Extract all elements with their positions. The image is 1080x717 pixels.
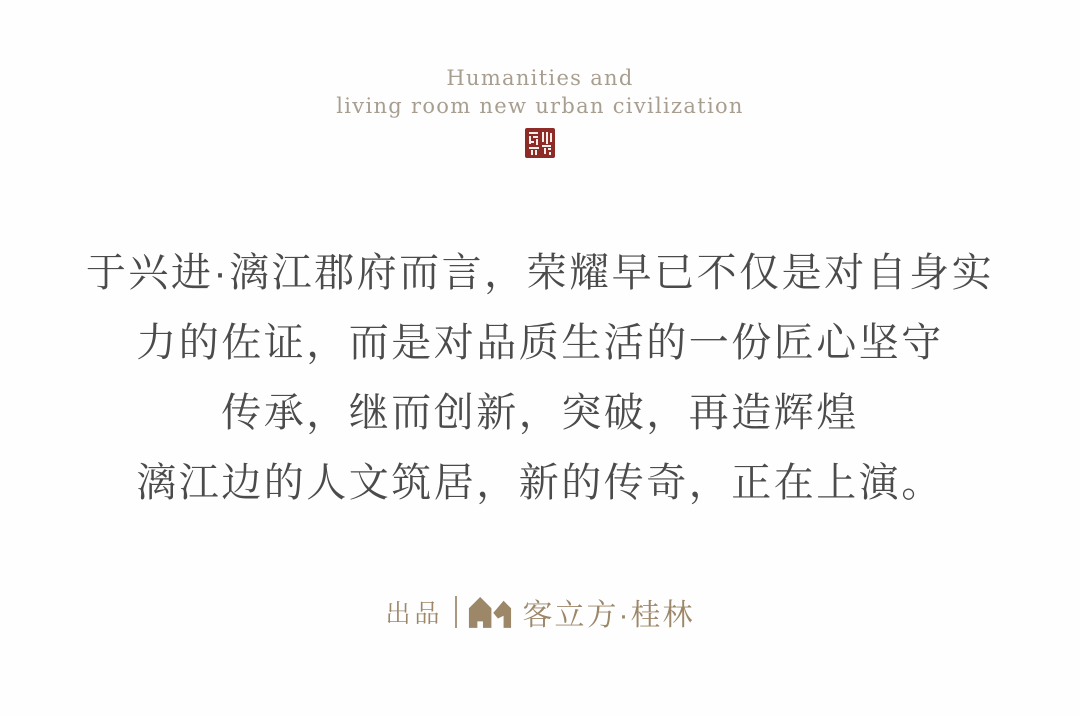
brand-name: 客立方·桂林 (522, 599, 695, 632)
producer-label: 出品 (385, 600, 444, 628)
main-copy (86, 238, 994, 518)
main-copy-line4: 漓江边的人文筑居，新的传奇，正在上演。 (136, 461, 944, 505)
footer-divider (455, 596, 457, 628)
english-headline (336, 0, 744, 120)
main-copy-line3: 传承，继而创新，突破，再造辉煌 (221, 391, 859, 435)
footer-brand-row (385, 590, 694, 634)
red-seal-stamp-icon (525, 128, 555, 158)
main-copy-line2: 力的佐证，而是对品质生活的一份匠心坚守 (136, 321, 944, 365)
kelifang-house-m-logo-icon (468, 594, 512, 630)
english-headline-line1: Humanities and (446, 66, 634, 90)
main-copy-line1: 于兴进·漓江郡府而言，荣耀早已不仅是对自身实 (85, 251, 995, 295)
english-headline-line2: living room new urban civilization (336, 94, 744, 118)
seal-stamp-wrap (525, 128, 555, 158)
